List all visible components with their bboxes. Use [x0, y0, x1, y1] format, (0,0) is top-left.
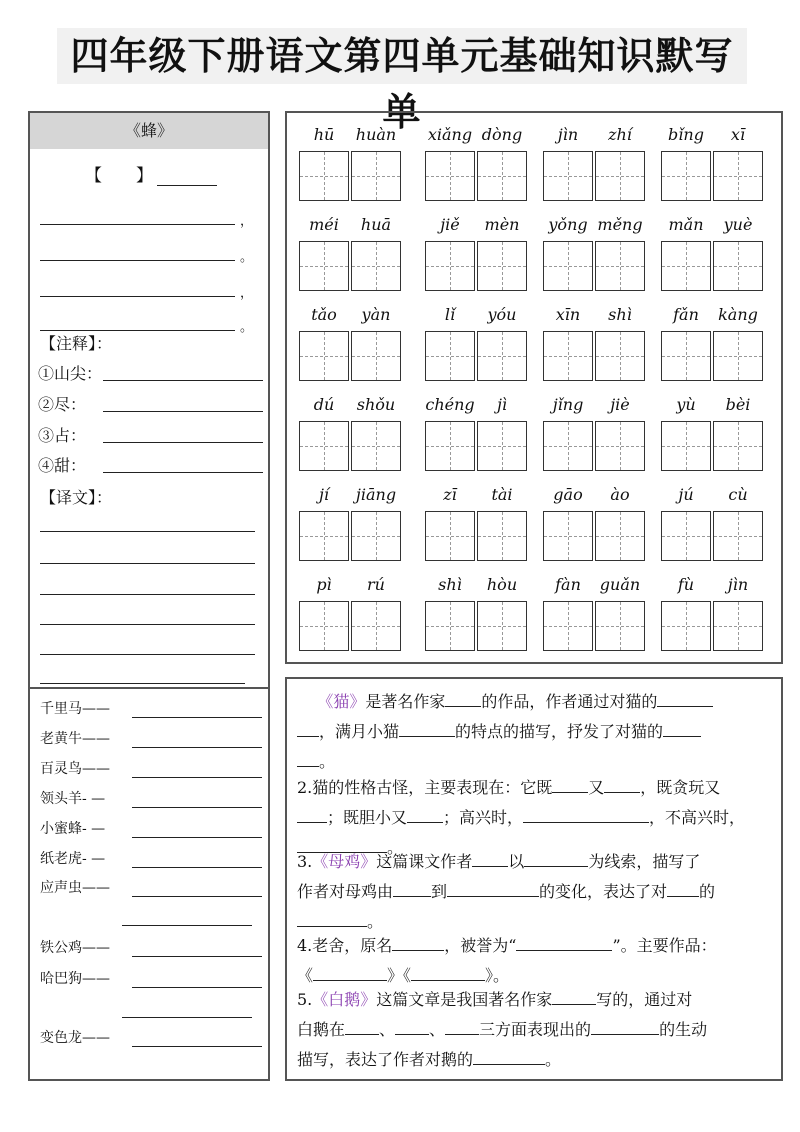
character-boxes [543, 151, 645, 201]
pinyin-word-group [661, 215, 763, 293]
pinyin-word-group [661, 575, 763, 653]
answer-blank[interactable] [591, 1017, 659, 1035]
answer-blank[interactable] [297, 719, 319, 737]
xiehouyu-item[interactable]: 变色龙—— [40, 1027, 265, 1049]
pinyin-label: kàng [718, 305, 758, 324]
character-boxes [425, 511, 527, 561]
translation-line[interactable] [40, 683, 245, 684]
q1-title: 《猫》 [317, 692, 366, 711]
pinyin-label: fǎn [673, 305, 699, 324]
pinyin-label: huàn [355, 125, 397, 144]
character-writing-box[interactable] [543, 151, 593, 201]
pinyin-label: jìn [727, 575, 749, 594]
character-writing-box[interactable] [351, 241, 401, 291]
answer-blank[interactable] [393, 879, 431, 897]
pinyin-word-group [425, 215, 527, 293]
pinyin-label: jiè [610, 395, 630, 414]
character-writing-box[interactable] [595, 511, 645, 561]
pinyin-label: shǒu [356, 395, 396, 414]
pinyin-label: zī [443, 485, 457, 504]
character-writing-box[interactable] [543, 601, 593, 651]
pinyin-word-group [425, 305, 527, 383]
character-boxes [543, 601, 645, 651]
answer-blank[interactable] [392, 933, 444, 951]
character-writing-box[interactable] [595, 331, 645, 381]
pinyin-word-group [425, 395, 527, 473]
character-boxes [661, 511, 763, 561]
character-writing-box[interactable] [661, 511, 711, 561]
pinyin-panel [285, 111, 783, 664]
pinyin-label: ào [610, 485, 630, 504]
note-item[interactable]: ②尽： [38, 392, 263, 414]
answer-blank[interactable] [473, 1047, 545, 1065]
character-boxes [543, 511, 645, 561]
character-boxes [299, 601, 401, 651]
q5-title: 《白鹅》 [312, 990, 377, 1009]
pinyin-word-group [299, 395, 401, 473]
pinyin-label: gāo [553, 485, 583, 504]
character-writing-box[interactable] [425, 241, 475, 291]
character-writing-box[interactable] [425, 151, 475, 201]
xiehouyu-item[interactable]: 应声虫—— [40, 877, 265, 899]
author-bracket: 【 】 [85, 166, 153, 186]
answer-blank[interactable] [663, 719, 701, 737]
character-boxes [425, 331, 527, 381]
xiehouyu-item[interactable]: 老黄牛—— [40, 728, 265, 750]
character-boxes [299, 331, 401, 381]
character-writing-box[interactable] [299, 511, 349, 561]
pinyin-label: yuè [723, 215, 753, 234]
character-writing-box[interactable] [477, 601, 527, 651]
pinyin-word-group [543, 485, 645, 563]
pinyin-word-group [543, 395, 645, 473]
character-writing-box[interactable] [595, 421, 645, 471]
pinyin-label: hòu [486, 575, 518, 594]
character-boxes [543, 241, 645, 291]
xiehouyu-item[interactable]: 纸老虎- — [40, 848, 265, 870]
poem-panel [28, 111, 270, 1081]
pinyin-label: guǎn [599, 575, 641, 594]
xiehouyu-item[interactable]: 铁公鸡—— [40, 937, 265, 959]
pinyin-label: jì [496, 395, 508, 414]
xiehouyu-item[interactable]: 领头羊- — [40, 788, 265, 810]
character-writing-box[interactable] [299, 241, 349, 291]
character-writing-box[interactable] [299, 421, 349, 471]
pinyin-label: yàn [361, 305, 391, 324]
pinyin-label: méi [309, 215, 339, 234]
answer-blank[interactable] [552, 987, 596, 1005]
pinyin-label: měng [597, 215, 643, 234]
pinyin-label: pì [316, 575, 332, 594]
pinyin-label: fàn [555, 575, 581, 594]
character-writing-box[interactable] [661, 151, 711, 201]
character-writing-box[interactable] [661, 241, 711, 291]
pinyin-word-group [543, 305, 645, 383]
character-writing-box[interactable] [425, 511, 475, 561]
pinyin-label: xī [730, 125, 746, 144]
character-boxes [299, 421, 401, 471]
character-writing-box[interactable] [713, 511, 763, 561]
character-boxes [299, 151, 401, 201]
answer-blank[interactable] [297, 749, 319, 767]
pinyin-label: shì [608, 305, 632, 324]
pinyin-label: jìn [557, 125, 579, 144]
answer-blank[interactable] [411, 963, 485, 981]
pinyin-word-group [299, 125, 401, 203]
pinyin-label: xīn [555, 305, 581, 324]
character-writing-box[interactable] [477, 421, 527, 471]
answer-blank[interactable] [472, 849, 508, 867]
answer-blank[interactable] [407, 805, 443, 823]
character-boxes [661, 151, 763, 201]
answer-blank[interactable] [524, 849, 588, 867]
pinyin-label: xiǎng [427, 125, 473, 144]
xiehouyu-extra-line[interactable] [122, 1017, 252, 1018]
translation-title: 【译文】： [40, 488, 113, 507]
poem-author-row [85, 161, 217, 186]
character-writing-box[interactable] [477, 331, 527, 381]
pinyin-label: yù [676, 395, 696, 414]
answer-blank[interactable] [345, 1017, 379, 1035]
character-boxes [299, 511, 401, 561]
character-writing-box[interactable] [713, 151, 763, 201]
character-writing-box[interactable] [595, 241, 645, 291]
character-boxes [543, 331, 645, 381]
pinyin-label: huā [360, 215, 392, 234]
answer-blank[interactable] [447, 879, 539, 897]
note-item[interactable]: ①山尖： [38, 361, 263, 383]
pinyin-label: jiě [440, 215, 460, 234]
poem-line-2[interactable]: 。 [40, 241, 255, 261]
answer-blank[interactable] [313, 963, 387, 981]
translation-line[interactable] [40, 654, 255, 655]
translation-line[interactable] [40, 563, 255, 564]
poem-line-3[interactable]: ， [40, 277, 255, 297]
character-writing-box[interactable] [477, 511, 527, 561]
pinyin-label: chéng [425, 395, 475, 414]
pinyin-word-group [661, 395, 763, 473]
character-writing-box[interactable] [425, 601, 475, 651]
answer-blank[interactable] [297, 909, 367, 927]
xiehouyu-extra-line[interactable] [122, 925, 252, 926]
character-boxes [299, 241, 401, 291]
answer-blank[interactable] [657, 689, 713, 707]
pinyin-label: tǎo [311, 305, 337, 324]
pinyin-label: fù [677, 575, 695, 594]
character-writing-box[interactable] [477, 241, 527, 291]
answer-blank[interactable] [667, 879, 699, 897]
pinyin-word-group [299, 485, 401, 563]
character-boxes [661, 331, 763, 381]
character-boxes [661, 601, 763, 651]
character-writing-box[interactable] [351, 511, 401, 561]
character-writing-box[interactable] [713, 421, 763, 471]
pinyin-label: hū [313, 125, 335, 144]
answer-blank[interactable] [552, 775, 588, 793]
q3-title: 《母鸡》 [312, 852, 377, 871]
character-writing-box[interactable] [661, 601, 711, 651]
character-writing-box[interactable] [595, 151, 645, 201]
xiehouyu-item[interactable]: 千里马—— [40, 698, 265, 720]
knowledge-panel [285, 677, 783, 1081]
pinyin-label: lǐ [444, 305, 456, 324]
note-item[interactable]: ③占： [38, 423, 263, 445]
character-writing-box[interactable] [543, 511, 593, 561]
pinyin-label: jí [318, 485, 330, 504]
character-boxes [425, 151, 527, 201]
pinyin-label: rú [367, 575, 385, 594]
answer-blank[interactable] [399, 719, 455, 737]
worksheet-title: 四年级下册语文第四单元基础知识默写单 [57, 28, 747, 84]
pinyin-word-group [299, 305, 401, 383]
pinyin-label: dú [313, 395, 335, 414]
pinyin-word-group [425, 485, 527, 563]
question-4: 4.老舍，原名 ，被誉为“ ”。主要作品： 《 》《 》。 [297, 931, 775, 991]
character-writing-box[interactable] [425, 331, 475, 381]
character-boxes [425, 241, 527, 291]
pinyin-word-group [425, 125, 527, 203]
question-1: 《猫》是著名作家 的作品，作者通过对猫的 ，满月小猫 的特点的描写，抒发了对猫的 。 [297, 687, 775, 777]
pinyin-label: mèn [484, 215, 520, 234]
pinyin-label: bèi [725, 395, 751, 414]
character-boxes [543, 421, 645, 471]
character-writing-box[interactable] [713, 241, 763, 291]
character-writing-box[interactable] [661, 331, 711, 381]
author-blank[interactable] [157, 168, 217, 186]
pinyin-label: jú [678, 485, 694, 504]
notes-title: 【注释】： [40, 334, 113, 353]
poem-title: 《蜂》 [30, 113, 268, 149]
character-writing-box[interactable] [543, 421, 593, 471]
character-writing-box[interactable] [543, 241, 593, 291]
character-boxes [425, 601, 527, 651]
xiehouyu-item[interactable]: 百灵鸟—— [40, 758, 265, 780]
translation-line[interactable] [40, 531, 255, 532]
character-writing-box[interactable] [351, 151, 401, 201]
character-writing-box[interactable] [543, 331, 593, 381]
poem-line-4[interactable]: 。 [40, 311, 255, 331]
question-5: 5.《白鹅》这篇文章是我国著名作家 写的，通过对 白鹅在 、 、 三方面表现出的 的生动 描写，表达了作者对鹅的 。 [297, 985, 775, 1075]
section-divider [30, 687, 268, 689]
character-writing-box[interactable] [661, 421, 711, 471]
character-boxes [661, 421, 763, 471]
pinyin-label: cù [728, 485, 748, 504]
pinyin-word-group [543, 575, 645, 653]
pinyin-label: zhí [608, 125, 632, 144]
xiehouyu-item[interactable]: 小蜜蜂- — [40, 818, 265, 840]
character-writing-box[interactable] [713, 601, 763, 651]
pinyin-label: mǎn [668, 215, 704, 234]
answer-blank[interactable] [297, 805, 327, 823]
pinyin-label: bǐng [668, 125, 704, 144]
pinyin-label: dòng [481, 125, 523, 144]
question-3: 3.《母鸡》这篇课文作者 以 为线索，描写了 作者对母鸡由 到 的变化，表达了对 的 。 [297, 847, 775, 937]
character-writing-box[interactable] [425, 421, 475, 471]
character-writing-box[interactable] [477, 151, 527, 201]
pinyin-word-group [543, 125, 645, 203]
pinyin-word-group [425, 575, 527, 653]
poem-line-1[interactable]: ， [40, 205, 255, 225]
xiehouyu-item[interactable]: 哈巴狗—— [40, 968, 265, 990]
note-item[interactable]: ④甜： [38, 453, 263, 475]
character-writing-box[interactable] [595, 601, 645, 651]
character-writing-box[interactable] [351, 601, 401, 651]
translation-line[interactable] [40, 594, 255, 595]
character-writing-box[interactable] [299, 151, 349, 201]
character-writing-box[interactable] [713, 331, 763, 381]
character-writing-box[interactable] [299, 331, 349, 381]
pinyin-label: tài [491, 485, 513, 504]
pinyin-label: jiāng [355, 485, 397, 504]
pinyin-word-group [661, 125, 763, 203]
answer-blank[interactable] [445, 1017, 479, 1035]
pinyin-word-group [661, 485, 763, 563]
character-writing-box[interactable] [351, 421, 401, 471]
pinyin-word-group [299, 215, 401, 293]
pinyin-label: yǒng [548, 215, 588, 234]
question-2: 2.猫的性格古怪，主要表现在：它既 又 ，既贪玩又 ；既胆小又 ；高兴时， ，不高兴时， 。 [297, 773, 775, 863]
answer-blank[interactable] [516, 933, 612, 951]
pinyin-word-group [299, 575, 401, 653]
answer-blank[interactable] [523, 805, 649, 823]
character-boxes [425, 421, 527, 471]
answer-blank[interactable] [445, 689, 481, 707]
character-boxes [661, 241, 763, 291]
answer-blank[interactable] [604, 775, 640, 793]
pinyin-label: yóu [487, 305, 517, 324]
answer-blank[interactable] [395, 1017, 429, 1035]
pinyin-label: shì [438, 575, 462, 594]
translation-line[interactable] [40, 624, 255, 625]
pinyin-word-group [543, 215, 645, 293]
character-writing-box[interactable] [351, 331, 401, 381]
pinyin-word-group [661, 305, 763, 383]
character-writing-box[interactable] [299, 601, 349, 651]
pinyin-label: jǐng [552, 395, 584, 414]
